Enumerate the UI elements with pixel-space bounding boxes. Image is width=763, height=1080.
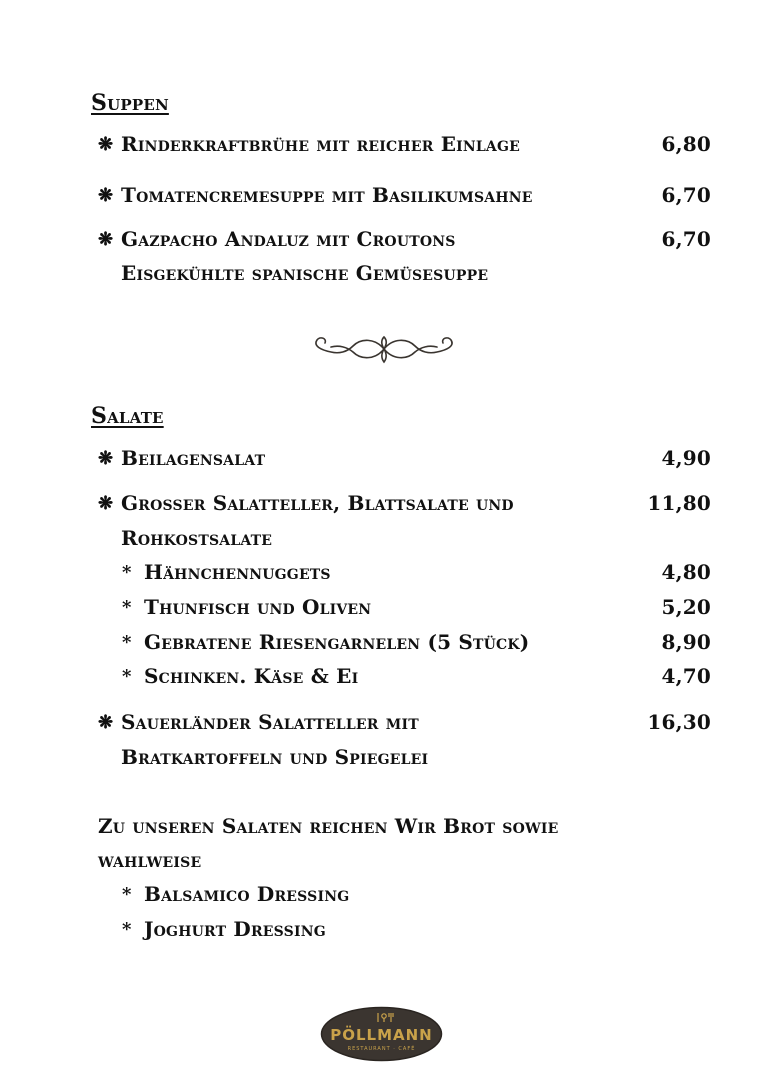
menu-item-description: Bratkartoffeln und Spiegelei (121, 745, 429, 769)
menu-item-name: Rinderkraftbrühe mit reicher Einlage (121, 132, 521, 156)
extra-item-price: 4,70 (661, 664, 711, 688)
menu-item-price: 6,70 (661, 227, 711, 251)
asterisk-bullet-icon: * (122, 562, 132, 583)
dressing-item: Balsamico Dressing (144, 882, 350, 906)
menu-item-description: Rohkostsalate (121, 526, 273, 550)
logo-name: PÖLLMANN (330, 1026, 433, 1044)
section-heading-suppen: Suppen (91, 90, 169, 116)
snowflake-bullet-icon: ❋ (98, 448, 114, 469)
dressing-item: Joghurt Dressing (144, 917, 326, 941)
snowflake-bullet-icon: ❋ (98, 185, 114, 206)
asterisk-bullet-icon: * (122, 884, 132, 905)
snowflake-bullet-icon: ❋ (98, 134, 114, 155)
snowflake-bullet-icon: ❋ (98, 712, 114, 733)
menu-item-name: Sauerländer Salatteller mit (121, 710, 419, 734)
menu-item-description: Eisgekühlte spanische Gemüsesuppe (121, 261, 489, 285)
asterisk-bullet-icon: * (122, 597, 132, 618)
menu-item-name: Gazpacho Andaluz mit Croutons (121, 227, 456, 251)
menu-item-price: 11,80 (647, 491, 711, 515)
logo-tagline: RESTAURANT · CAFÉ (347, 1046, 416, 1052)
pollmann-logo (320, 1006, 443, 1062)
asterisk-bullet-icon: * (122, 666, 132, 687)
snowflake-bullet-icon: ❋ (98, 229, 114, 250)
salad-note-line: wahlweise (98, 848, 202, 872)
extra-item-name: Gebratene Riesengarnelen (5 Stück) (144, 630, 530, 654)
extra-item-price: 4,80 (661, 560, 711, 584)
extra-item-name: Hähnchennuggets (144, 560, 331, 584)
menu-item-price: 6,70 (661, 183, 711, 207)
extra-item-price: 8,90 (661, 630, 711, 654)
extra-item-name: Schinken. Käse & Ei (144, 664, 359, 688)
menu-item-name: Beilagensalat (121, 446, 266, 470)
ornament-divider-icon (309, 332, 459, 366)
menu-item-price: 4,90 (661, 446, 711, 470)
menu-item-price: 6,80 (661, 132, 711, 156)
extra-item-price: 5,20 (661, 595, 711, 619)
asterisk-bullet-icon: * (122, 919, 132, 940)
menu-item-name: Tomatencremesuppe mit Basilikumsahne (121, 183, 533, 207)
extra-item-name: Thunfisch und Oliven (144, 595, 372, 619)
asterisk-bullet-icon: * (122, 632, 132, 653)
menu-item-price: 16,30 (647, 710, 711, 734)
salad-note-line: Zu unseren Salaten reichen Wir Brot sowie (98, 814, 559, 838)
snowflake-bullet-icon: ❋ (98, 493, 114, 514)
menu-item-name: Grosser Salatteller, Blattsalate und (121, 491, 514, 515)
section-heading-salate: Salate (91, 403, 164, 429)
